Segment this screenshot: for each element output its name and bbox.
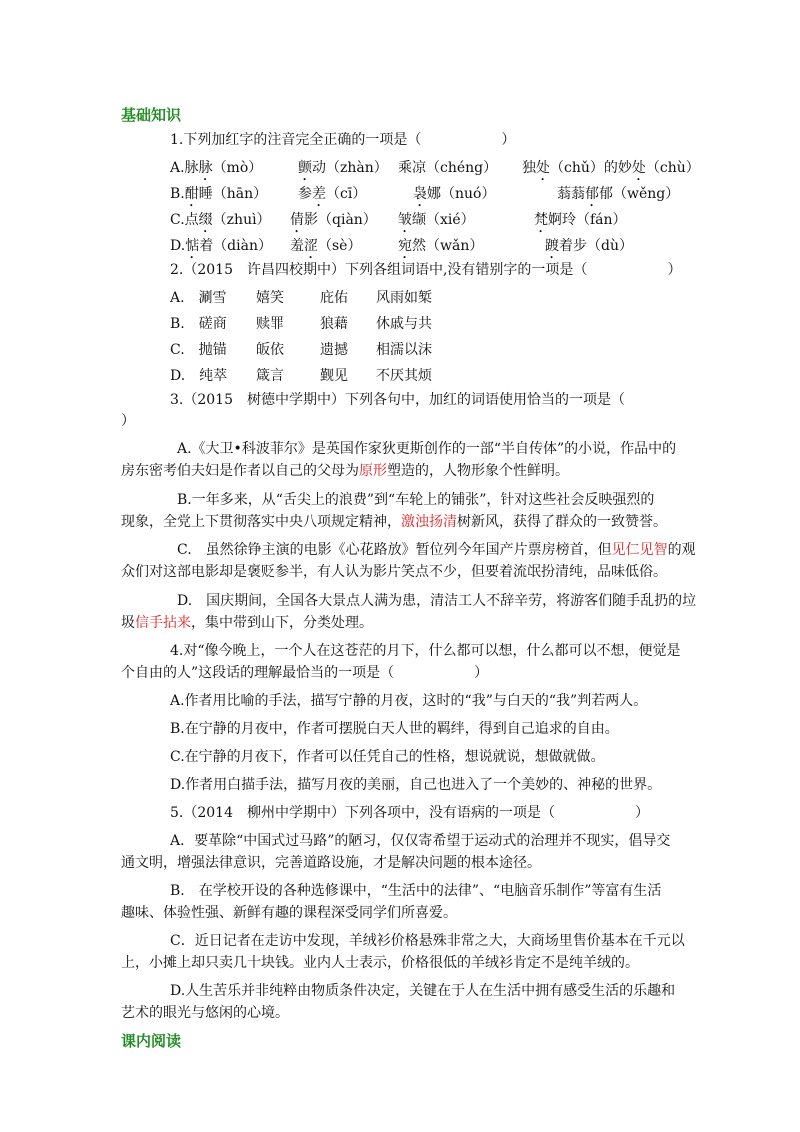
q3-option-a-line2: 房东密考伯夫妇是作者以自己的父母为原形塑造的，人物形象个性鲜明。: [121, 463, 569, 479]
red-term: 激浊扬清: [401, 514, 457, 530]
q2-option-word: A. 涮雪: [170, 290, 227, 306]
q5-option-c-line2: 上，小摊上却只卖几十块钱。业内人士表示，价格很低的羊绒衫肯定不是纯羊绒的。: [121, 955, 639, 971]
q1-option-cell: 羞涩（sè）: [290, 238, 362, 254]
dotted-char: 涩: [304, 238, 318, 254]
q3-option-d-line2: 圾信手拈来，集中带到山下，分类处理。: [121, 615, 373, 631]
dotted-char: 宛: [398, 238, 412, 254]
q2-stem: 2.（2015 许昌四校期中）下列各组词语中,没有错别字的一项是（ ）: [170, 262, 682, 278]
q5-option-b-line1: B. 在学校开设的各种选修课中，“生活中的法律”、“电脑音乐制作”等富有生活: [170, 883, 662, 899]
q3-option-d-line1: D. 国庆期间，全国各大景点人满为患，清洁工人不辞辛劳，将游客们随手乱扔的垃: [177, 593, 697, 609]
q2-option-word: 风雨如椠: [376, 290, 432, 306]
q4-option-c: C.在宁静的月夜下，作者可以任凭自己的性格，想说就说，想做就做。: [170, 749, 605, 765]
dotted-char: 惦: [185, 238, 200, 254]
q5-option-a-line2: 通文明，增强法律意识，完善道路设施，才是解决问题的根本途径。: [121, 855, 541, 871]
q2-option-word: 不厌其烦: [376, 368, 432, 384]
dotted-char: 郁: [585, 186, 599, 202]
q1-option-cell: 皱缬（xié）: [398, 212, 475, 228]
q2-option-word: 休戚与共: [376, 316, 432, 332]
q1-option-cell: 乘凉（chéng）: [398, 160, 498, 176]
q5-option-d-line1: D.人生苦乐并非纯粹由物质条件决定，关键在于人在生活中拥有感受生活的乐趣和: [170, 983, 676, 999]
q3-option-c-line2: 众们对这部电影却是褒贬参半，有人认为影片笑点不少，但要着流氓扮清纯，品味低俗。: [121, 564, 667, 580]
q5-option-b-line2: 趣味、体验性强、新鲜有趣的课程深受同学们所喜爱。: [121, 905, 457, 921]
dotted-char: 缀: [198, 212, 213, 228]
dotted-char: 差: [312, 186, 326, 202]
q2-option-word: 相濡以沫: [376, 342, 432, 358]
q1-option-cell: 独处（chǔ）的妙处（chù）: [522, 160, 700, 176]
q5-option-c-line1: C．近日记者在走访中发现，羊绒衫价格悬殊非常之大，大商场里售价基本在千元以: [170, 933, 685, 949]
q2-option-word: 庇佑: [320, 290, 348, 306]
dotted-char: 颤: [298, 160, 312, 176]
dotted-char: 梵: [534, 212, 548, 228]
q3-stem: 3.（2015 树德中学期中）下列各句中，加红的词语使用恰当的一项是（: [170, 392, 625, 408]
q4-stem-line1: 4.对“像今晚上，一个人在这苍茫的月下，什么都可以想，什么都可以不想，便觉是: [170, 643, 681, 659]
dotted-char: 袅: [413, 186, 427, 202]
q4-option-b: B.在宁静的月夜中，作者可摆脱白天人世的羁绊，得到自己追求的自由。: [170, 721, 619, 737]
q5-stem: 5.（2014 柳州中学期中）下列各项中，没有语病的一项是（ ）: [170, 805, 649, 821]
q1-option-cell: 蓊蓊郁郁（wěng）: [557, 186, 680, 202]
red-term: 信手拈来: [135, 615, 191, 631]
q2-option-word: C. 抛锚: [170, 342, 227, 358]
q4-stem-line2: 个自由的人”这段话的理解最恰当的一项是（ ）: [121, 665, 489, 681]
red-term: 见仁见智: [611, 542, 668, 558]
q1-stem: 1.下列加红字的注音完全正确的一项是（ ）: [170, 132, 516, 148]
q4-option-a: A.作者用比喻的手法，描写宁静的月夜，这时的“我”与白天的“我”判若两人。: [170, 693, 648, 709]
q1-option-cell: B.酣睡（hān）: [170, 186, 268, 202]
dotted-char: 皱: [398, 212, 412, 228]
q2-option-word: D. 纯萃: [170, 368, 228, 384]
q2-option-word: 赎罪: [256, 316, 284, 332]
q2-option-word: 箴言: [256, 368, 284, 384]
q1-option-cell: A.脉脉（mò）: [170, 160, 263, 176]
q2-option-word: 嬉笑: [256, 290, 284, 306]
q3-stem-paren: ）: [121, 413, 135, 429]
dotted-char: 倩: [290, 212, 304, 228]
q1-option-cell: 宛然（wǎn）: [398, 238, 484, 254]
q2-option-word: 狼藉: [320, 316, 348, 332]
q1-option-cell: C.点缀（zhuì）: [170, 212, 271, 228]
q5-option-d-line2: 艺术的眼光与悠闲的心境。: [121, 1005, 289, 1021]
q2-option-word: B. 磋商: [170, 316, 227, 332]
dotted-char: 处: [536, 160, 550, 176]
q3-option-a-line1: A.《大卫•科波菲尔》是英国作家狄更斯创作的一部“半自传体”的小说，作品中的: [177, 441, 677, 457]
dotted-char: 踱: [545, 238, 559, 254]
q1-option-cell: D.惦着（diàn）: [170, 238, 272, 254]
q2-option-word: 觐见: [320, 368, 348, 384]
q4-option-d: D.作者用白描手法，描写月夜的美丽，自己也进入了一个美妙的、神秘的世界。: [170, 777, 662, 793]
dotted-char: 脉: [198, 160, 213, 176]
q3-option-b-line2: 现象，全党上下贯彻落实中央八项规定精神，激浊扬清树新风，获得了群众的一致赞誉。: [121, 514, 667, 530]
q1-option-cell: 踱着步（dù）: [545, 238, 633, 254]
q2-option-word: 遗撼: [320, 342, 348, 358]
q1-option-cell: 参差（cī）: [298, 186, 367, 202]
q5-option-a-line1: A．要革除“中国式过马路”的陋习，仅仅寄希望于运动式的治理并不现实，倡导交: [170, 833, 671, 849]
q1-option-cell: 颤动（zhàn）: [298, 160, 388, 176]
q2-option-word: 皈依: [256, 342, 284, 358]
q3-option-c-line1: C. 虽然徐铮主演的电影《心花路放》暂位列今年国产片票房榜首，但见仁见智的观: [177, 542, 696, 558]
q3-option-b-line1: B.一年多来，从“舌尖上的浪费”到“车轮上的铺张”，针对这些社会反映强烈的: [177, 492, 655, 508]
q1-option-cell: 袅娜（nuó）: [413, 186, 496, 202]
section-title-in-class-reading: 课内阅读: [121, 1032, 182, 1050]
q1-option-cell: 倩影（qiàn）: [290, 212, 377, 228]
q1-option-cell: 梵婀玲（fán）: [534, 212, 627, 228]
dotted-char: 处: [631, 160, 646, 176]
section-title-basic-knowledge: 基础知识: [121, 106, 182, 124]
dotted-char: 酣: [184, 186, 199, 202]
red-term: 原形: [359, 463, 387, 479]
